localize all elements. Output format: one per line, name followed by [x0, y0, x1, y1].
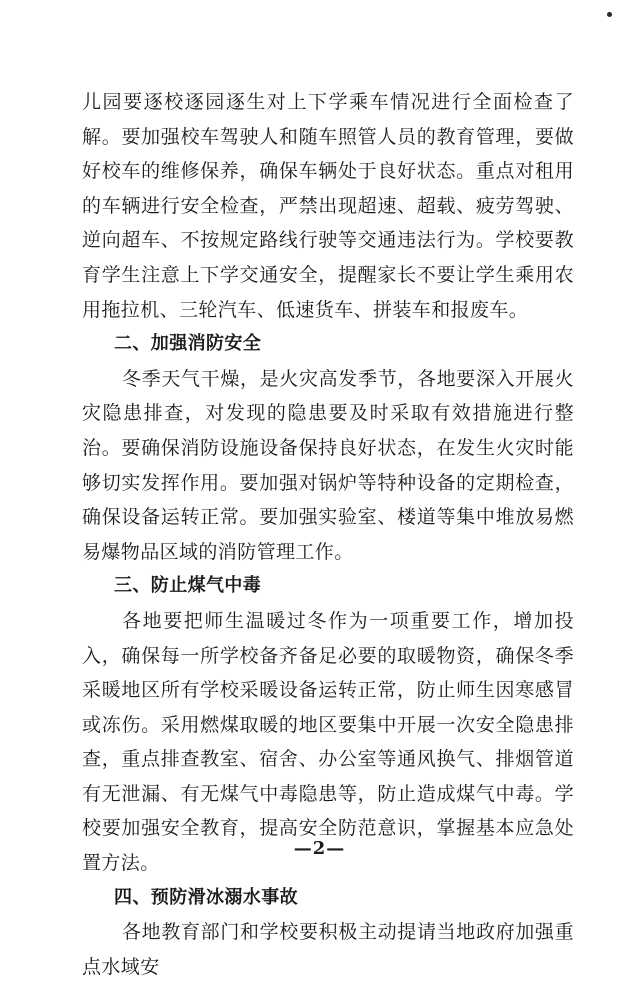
- page-number: —2—: [293, 838, 346, 859]
- paragraph-ice-drowning: 各地教育部门和学校要积极主动提请当地政府加强重点水域安: [82, 921, 574, 978]
- paragraph-school-bus-safety: 儿园要逐校逐园逐生对上下学乘车情况进行全面检查了解。要加强校车驾驶人和随车照管人员的教育管理，要做好校车的维修保养，确保车辆处于良好状态。重点对租用的车辆进行安全检查，严禁出现超速、超载、疲劳驾驶、逆向超车、不按规定路线行驶等交通违法行为。学校要教育学生注意上下学交通安全，提醒家长不要让学生乘用农用拖拉机、三轮汽车、低速货车、拼装车和报废车。: [82, 91, 574, 321]
- paragraph-fire-safety: 冬季天气干燥，是火灾高发季节，各地要深入开展火灾隐患排查，对发现的隐患要及时采取有效措施进行整治。要确保消防设施设备保持良好状态，在发生火灾时能够切实发挥作用。要加强对锅炉等特种设备的定期检查，确保设备运转正常。要加强实验室、楼道等集中堆放易燃易爆物品区域的消防管理工作。: [82, 367, 574, 563]
- heading-fire-safety: 二、加强消防安全: [114, 333, 262, 355]
- heading-gas-poisoning: 三、防止煤气中毒: [114, 575, 262, 597]
- heading-ice-drowning: 四、预防滑冰溺水事故: [114, 886, 298, 908]
- scan-dot-mark: [607, 12, 612, 17]
- paragraph-gas-poisoning: 各地要把师生温暖过冬作为一项重要工作，增加投入，确保每一所学校备齐备足必要的取暖物资，确保冬季采暖地区所有学校采暖设备运转正常，防止师生因寒感冒或冻伤。采用燃煤取暖的地区要集中开展一次安全隐患排查，重点排查教室、宿舍、办公室等通风换气、排烟管道有无泄漏、有无煤气中毒隐患等，防止造成煤气中毒。学校要加强安全教育，提高安全防范意识，掌握基本应急处置方法。: [82, 609, 574, 875]
